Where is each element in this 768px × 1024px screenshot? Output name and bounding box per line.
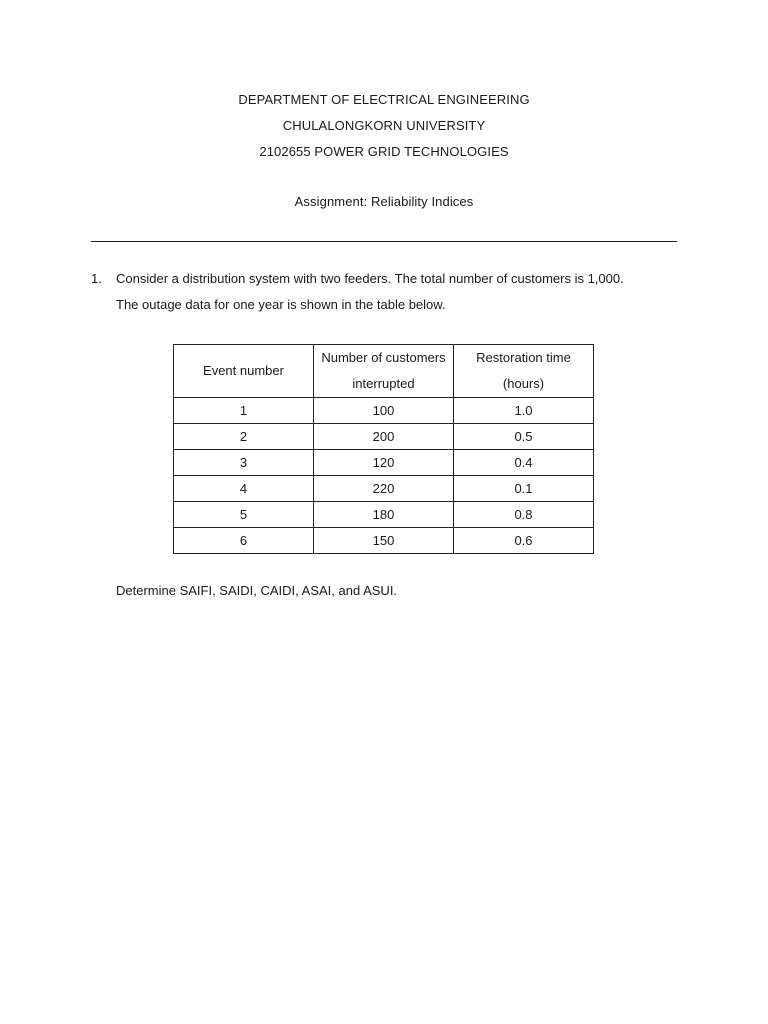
cell-customers: 200 <box>314 424 454 450</box>
cell-restoration-time: 1.0 <box>454 398 594 424</box>
cell-restoration-time: 0.6 <box>454 528 594 554</box>
header-customers-line-1: Number of customers <box>321 350 446 365</box>
question-number: 1. <box>91 271 102 286</box>
cell-customers: 220 <box>314 476 454 502</box>
cell-event-number: 1 <box>174 398 314 424</box>
header-customers-interrupted <box>314 345 454 398</box>
header-restoration-time <box>454 345 594 398</box>
university-heading: CHULALONGKORN UNIVERSITY <box>282 118 486 133</box>
table-row <box>174 502 594 528</box>
table-row <box>174 528 594 554</box>
cell-customers: 150 <box>314 528 454 554</box>
cell-restoration-time: 0.8 <box>454 502 594 528</box>
table-row <box>174 398 594 424</box>
cell-customers: 100 <box>314 398 454 424</box>
header-restoration-line-2: (hours) <box>502 376 545 391</box>
cell-event-number: 6 <box>174 528 314 554</box>
header-event-number-label: Event number <box>203 363 284 378</box>
assignment-title: Assignment: Reliability Indices <box>294 194 474 209</box>
outage-data-table <box>173 344 594 554</box>
table-row <box>174 450 594 476</box>
horizontal-divider <box>91 241 677 242</box>
question-instruction: Determine SAIFI, SAIDI, CAIDI, ASAI, and ASUI. <box>116 583 398 598</box>
question-text-line-2: The outage data for one year is shown in the table below. <box>116 297 446 312</box>
cell-event-number: 4 <box>174 476 314 502</box>
cell-restoration-time: 0.1 <box>454 476 594 502</box>
question-text-line-1: Consider a distribution system with two feeders. The total number of customers is 1,000. <box>116 271 624 286</box>
course-heading: 2102655 POWER GRID TECHNOLOGIES <box>259 144 509 159</box>
table-header-row <box>174 345 594 398</box>
header-customers-line-2: interrupted <box>352 376 415 391</box>
cell-event-number: 5 <box>174 502 314 528</box>
cell-customers: 180 <box>314 502 454 528</box>
cell-event-number: 2 <box>174 424 314 450</box>
header-event-number <box>174 345 314 398</box>
cell-event-number: 3 <box>174 450 314 476</box>
department-heading: DEPARTMENT OF ELECTRICAL ENGINEERING <box>238 92 530 107</box>
cell-restoration-time: 0.4 <box>454 450 594 476</box>
header-restoration-line-1: Restoration time <box>476 350 571 365</box>
table-row <box>174 476 594 502</box>
cell-customers: 120 <box>314 450 454 476</box>
cell-restoration-time: 0.5 <box>454 424 594 450</box>
table-row <box>174 424 594 450</box>
